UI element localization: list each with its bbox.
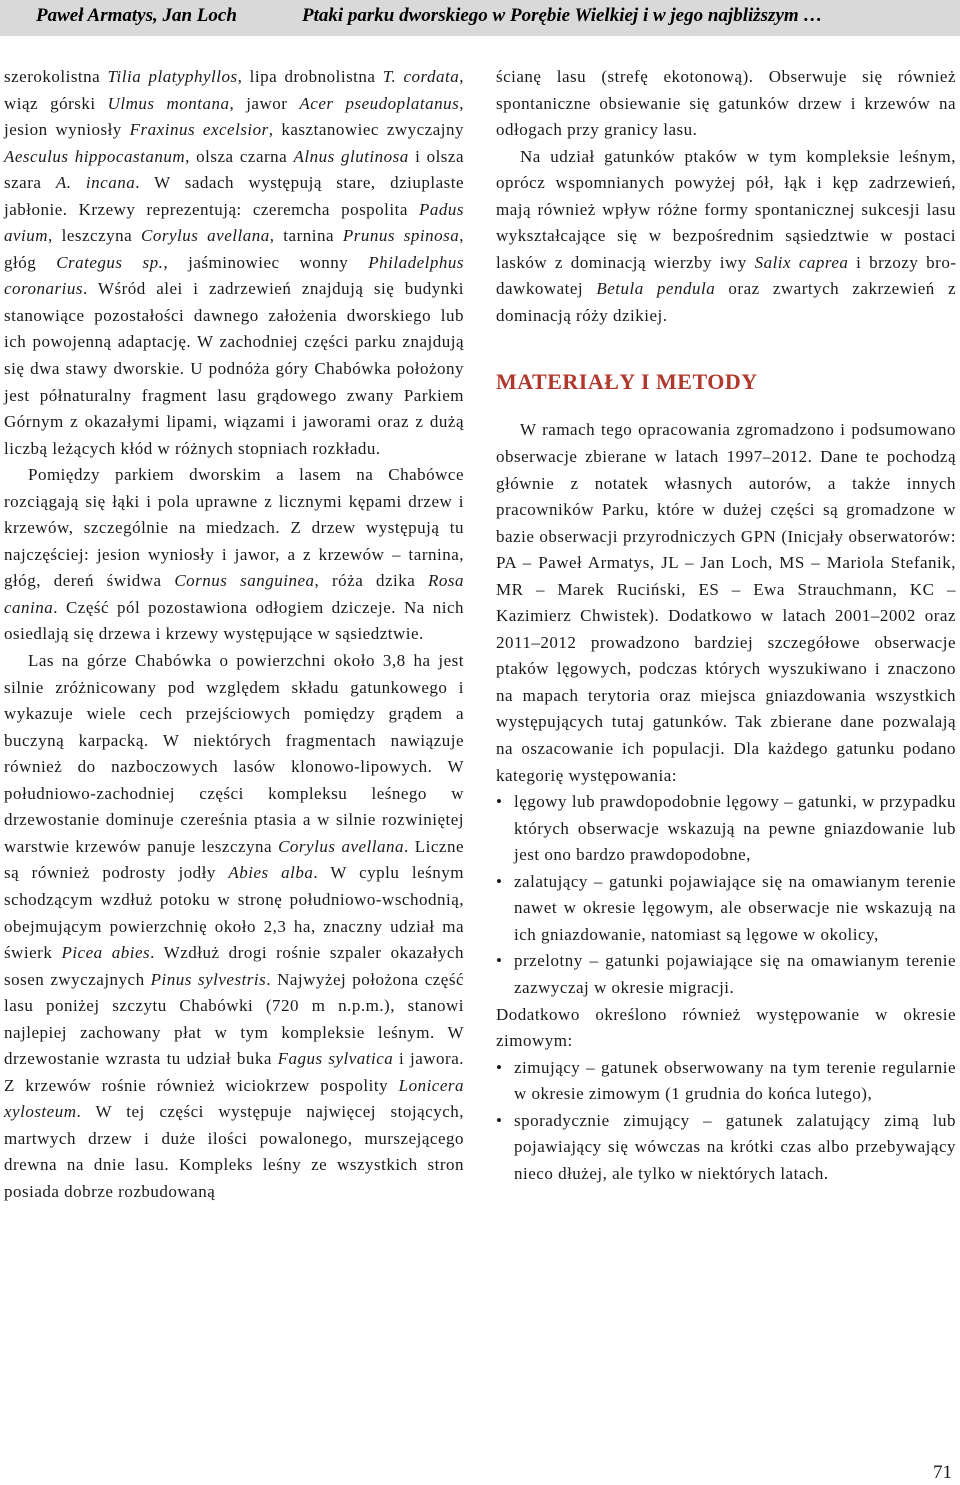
paragraph xyxy=(4,462,464,648)
text-run: . Część pól pozostawiona odłogiem dziczeje. Na nich osiedlają się drzewa i krzewy występujące w sąsiedztwie. xyxy=(4,597,464,644)
latin-name: Rosa canina xyxy=(4,571,464,617)
section-heading: MATERIAŁY I METODY xyxy=(496,369,758,395)
latin-name: Aesculus hippocastanum xyxy=(4,146,186,166)
latin-name: Picea abies xyxy=(61,943,151,963)
text-run: . W tej części występuje najwięcej stojących, martwych drzew i duże ilości powalonego, murszejącego drewna na dnie lasu. Kompleks leśny ze wszystkich stron posiada dobrze rozbudowaną xyxy=(4,1102,464,1201)
text-run: Na udział gatunków ptaków w tym kompleksie leśnym, oprócz wspomnianych powyżej pół, łąk i kęp zadrzewień, mają również wpływ różne formy spontanicznej sukcesji lasu wykształcające się w bezpośrednim sąsiedztwie w postaci lasków z dominacją wierzby iwy xyxy=(496,146,956,272)
bullet-list xyxy=(496,1055,956,1188)
latin-name: A. incana xyxy=(55,173,136,193)
latin-name: Crategus sp. xyxy=(56,252,164,272)
text-run: . Liczne są również podrosty jodły xyxy=(4,836,464,883)
latin-name: Fagus sylvatica xyxy=(277,1049,394,1069)
running-header xyxy=(0,0,960,36)
text-run: i jawora. Z krzewów rośnie również wiciokrzew pospolity xyxy=(4,1049,465,1095)
text-run: , kasztanowiec zwyczajny xyxy=(268,120,464,140)
paragraph: Dodatkowo określono również występowanie w okresie zimowym: xyxy=(496,1004,956,1051)
text-run: , wiąz górski xyxy=(4,67,464,113)
text-run: . Najwyżej położona część lasu poniżej szczytu Chabówki (720 m n.p.m.), stanowi najlepiej zachowany płat w tym kompleksie leśnym. W drzewostanie wzrasta tu udział buka xyxy=(4,969,464,1069)
latin-name: Philadelphus coronarius xyxy=(4,252,464,299)
text-run: . W cyplu leśnym schodzącym wzdłuż potoku w stronę południowo-wschodnią, obejmującym powierzchnię około 2,3 ha, znaczny udział ma świerk xyxy=(4,863,465,963)
paragraph xyxy=(4,64,464,462)
page-number: 71 xyxy=(933,1462,952,1483)
latin-name: Alnus glutinosa xyxy=(293,146,409,166)
text-run: . Wzdłuż drogi rośnie szpaler okazałych sosen zwyczajnych xyxy=(4,943,464,989)
latin-name: Salix caprea xyxy=(754,252,849,272)
latin-name: Prunus spinosa xyxy=(342,226,460,246)
text-run: , jesion wyniosły xyxy=(4,93,464,140)
text-run: , jaśminowiec wonny xyxy=(163,252,369,272)
list-item: • zalatujący – gatunki pojawiające się na omawianym terenie nawet w okresie lęgowym, ale obserwacje nie wskazują na ich gniazdowanie, natomiast są lęgowe w okolicy, xyxy=(496,869,956,949)
list-item: • sporadycznie zimujący – gatunek zalatujący zimą lub pojawiający się wówczas na krótki czas albo przebywający nieco dłużej, ale tylko w niektórych latach. xyxy=(496,1108,956,1188)
paragraph xyxy=(496,417,956,789)
paragraph xyxy=(496,144,956,330)
left-column xyxy=(4,64,464,1206)
bullet-list xyxy=(496,789,956,1001)
text-run: Las na górze Chabówka o powierzchni około 3,8 ha jest silnie zróżnicowany pod względem składu gatunkowego i wykazuje wiele cech przejściowych pomiędzy grądem a buczyną karpacką. W niektórych fragmentach nawiązuje również do nazboczowych lasów klonowo-lipowych. W południowo-zachodniej części kompleksu leśnego w drzewostanie dominuje czereśnia ptasia a w silnie rozwiniętej warstwie krzewów panuje leszczyna xyxy=(4,651,464,856)
latin-name: Tilia platyphyllos xyxy=(107,67,238,86)
latin-name: Betula pendula xyxy=(596,279,716,299)
text-run: , olsza czarna xyxy=(185,146,294,166)
text-run: i brzozy brodawkowatej xyxy=(496,252,956,299)
latin-name: Pinus sylvestris xyxy=(150,969,267,989)
list-item: • zimujący – gatunek obserwowany na tym terenie regularnie w okresie zimowym (1 grudnia do końca lutego), xyxy=(496,1055,956,1108)
text-run: Pomiędzy parkiem dworskim a lasem na Chabówce rozciągają się łąki i pola uprawne z licznymi kępami drzew i krzewów, szczególnie na miedzach. Z drzew występują tu najczęściej: jesion wyniosły i jawor, a z krzewów – tarnina, głóg, dereń świdwa xyxy=(4,465,464,591)
right-column xyxy=(496,64,956,1187)
latin-name: Ulmus montana xyxy=(107,93,230,113)
latin-name: Fraxinus excelsior xyxy=(129,120,269,140)
latin-name: Abies alba xyxy=(228,863,314,883)
list-item: • przelotny – gatunki pojawiające się na omawianym terenie zazwyczaj w okresie migracji. xyxy=(496,948,956,1001)
latin-name: Padus avium xyxy=(4,199,464,246)
text-run: szerokolistna xyxy=(4,67,108,86)
latin-name: Acer pseudoplatanus xyxy=(299,93,460,113)
paragraph xyxy=(496,64,956,144)
text-run: W ramach tego opracowania zgromadzono i podsumowano obserwacje zbierane w latach 1997–2012. Dane te pochodzą głównie z notatek własnych autorów, a także innych pracowników Parku, które w dużej części są gromadzone w bazie obserwacji przyrodniczych GPN (Inicjały obserwatorów: PA – Paweł Armatys, JL – Jan Loch, MS – Mariola Stefanik, MR – Marek Ruciński, ES – Ewa Strauchmann, KC – Kazimierz Chwistek). Dodatkowo w latach 2001–2002 oraz 2011–2012 prowadzono bardziej szczegółowe obserwacje ptaków lęgowych, podczas których wyszukiwano i znaczono na mapach terytoria oraz miejsca gniazdowania wszystkich występujących tutaj gatunków. Tak zbierane dane pozwalają na oszacowanie ich populacji. Dla każdego gatunku podano kategorię występowania: xyxy=(496,420,956,785)
header-title: Ptaki parku dworskiego w Porębie Wielkiej i w jego najbliższym … xyxy=(302,5,823,26)
latin-name: Corylus avellana xyxy=(278,836,404,856)
text-run: . W sadach występują stare, dziuplaste jabłonie. Krzewy reprezentują: czeremcha pospolita xyxy=(4,173,465,219)
latin-name: Cornus sanguinea xyxy=(174,571,315,591)
text-run: , głóg xyxy=(4,226,464,272)
header-authors: Paweł Armatys, Jan Loch xyxy=(36,5,237,26)
text-run: , leszczyna xyxy=(48,226,142,246)
text-run: , lipa drobnolistna xyxy=(237,67,383,86)
latin-name: Lonicera xylosteum xyxy=(4,1075,464,1122)
text-run: , tarnina xyxy=(269,226,343,246)
paragraph xyxy=(4,648,464,1205)
text-run: ścianę lasu (strefę ekotonową). Obserwuje się również spontaniczne obsiewanie się gatunków drzew i krzewów na odłogach przy granicy lasu. xyxy=(496,67,956,140)
text-run: oraz zwartych zakrzewień z dominacją róży dzikiej. xyxy=(496,279,956,325)
text-run: i olsza szara xyxy=(4,146,464,193)
text-run: , jawor xyxy=(229,93,300,113)
list-item: • lęgowy lub prawdopodobnie lęgowy – gatunki, w przypadku których obserwacje wskazują na pewne gniazdowanie lub jest ono bardzo prawdopodobne, xyxy=(496,789,956,869)
text-run: , róża dzika xyxy=(314,571,428,591)
text-run: . Wśród alei i zadrzewień znajdują się budynki stanowiące pozostałości dawnego założenia dworskiego lub ich powojenną adaptację. W zachodniej części parku znajdują się dwa stawy dworskie. U podnóża góry Chabówka położony jest półnaturalny fragment lasu grądowego zwany Parkiem Górnym z okazałymi lipami, wiązami i jaworami oraz z dużą liczbą leżących kłód w różnych stopniach rozkładu. xyxy=(4,279,464,458)
latin-name: T. cordata xyxy=(382,67,460,86)
latin-name: Corylus avellana xyxy=(141,226,270,246)
